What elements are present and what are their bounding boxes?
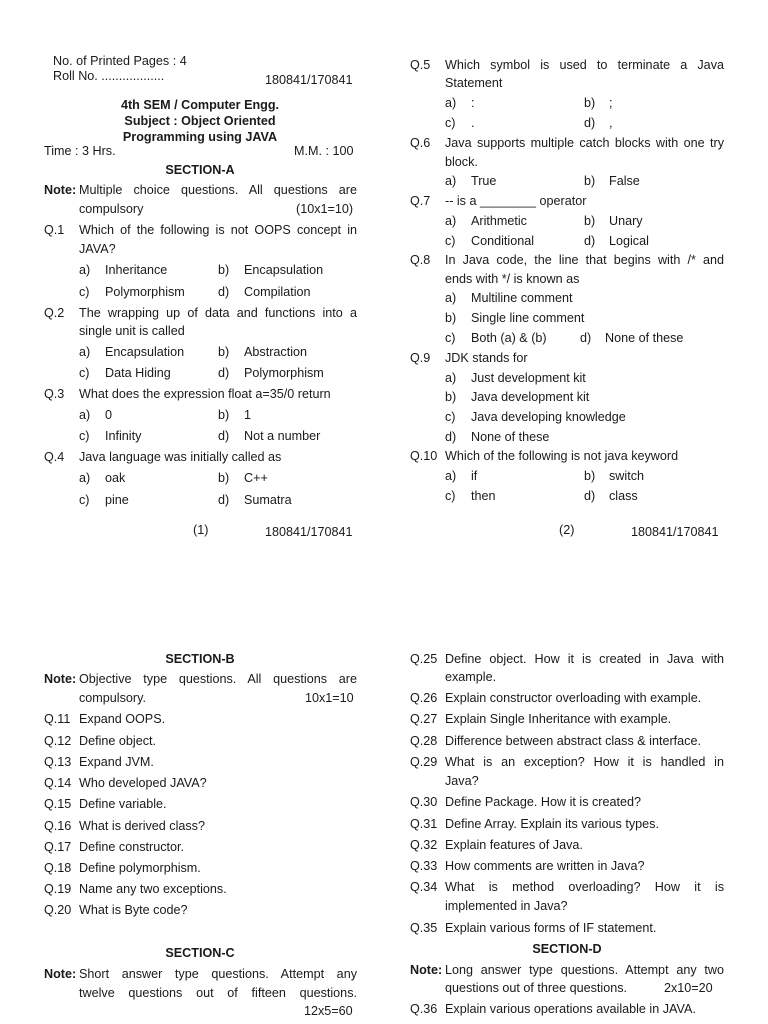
footer-code: 180841/170841: [631, 525, 719, 539]
q4-option-a-letter: a): [79, 471, 91, 485]
q30-text: Define Package. How it is created?: [445, 795, 642, 809]
q4-option-c-letter: c): [79, 493, 90, 507]
q27-number: Q.27: [410, 712, 438, 726]
q8-text-2: ends with */ is known as: [445, 272, 580, 286]
section-d-title: SECTION-D: [532, 942, 602, 956]
q36-number: Q.36: [410, 1002, 438, 1016]
q3-option-a-letter: a): [79, 408, 91, 422]
q33-text: How comments are written in Java?: [445, 859, 645, 873]
q13-number: Q.13: [44, 755, 72, 769]
section-c-title: SECTION-C: [165, 946, 235, 960]
q5-option-b: ;: [609, 96, 613, 110]
q27-text: Explain Single Inheritance with example.: [445, 712, 672, 726]
roll-no: Roll No. ..................: [53, 69, 165, 83]
q12-number: Q.12: [44, 734, 72, 748]
q1-number: Q.1: [44, 223, 65, 237]
q4-option-d: Sumatra: [244, 493, 292, 507]
note-c-marks: 12x5=60: [304, 1004, 353, 1018]
q10-option-b-letter: b): [584, 469, 596, 483]
q2-text-2: single unit is called: [79, 324, 185, 338]
max-marks: M.M. : 100: [294, 144, 354, 158]
q36-text: Explain various operations available in JAVA.: [445, 1002, 696, 1016]
q10-option-a: if: [471, 469, 478, 483]
q25-text: Define object. How it is created in Java with: [445, 652, 724, 666]
q15-number: Q.15: [44, 797, 72, 811]
q7-number: Q.7: [410, 194, 431, 208]
q9-option-c: Java developing knowledge: [471, 410, 626, 424]
q25-text-2: example.: [445, 670, 497, 684]
q9-text: JDK stands for: [445, 351, 528, 365]
q6-option-a-letter: a): [445, 174, 457, 188]
q2-text: The wrapping up of data and functions into a: [79, 306, 357, 320]
q1-text-2: JAVA?: [79, 242, 116, 256]
q7-option-d: Logical: [609, 234, 649, 248]
q10-number: Q.10: [410, 449, 438, 463]
q6-option-b-letter: b): [584, 174, 596, 188]
q26-number: Q.26: [410, 691, 438, 705]
q6-option-b: False: [609, 174, 640, 188]
q15-text: Define variable.: [79, 797, 167, 811]
note-c-text: Short answer type questions. Attempt any: [79, 967, 357, 981]
q8-number: Q.8: [410, 253, 431, 267]
section-b-title: SECTION-B: [165, 652, 235, 666]
note-c-text-2: twelve questions out of fifteen questions.: [79, 986, 357, 1000]
q4-text: Java language was initially called as: [79, 450, 282, 464]
q25-number: Q.25: [410, 652, 438, 666]
q20-text: What is Byte code?: [79, 903, 188, 917]
note-b-marks: 10x1=10: [305, 691, 354, 705]
q7-option-c-letter: c): [445, 234, 456, 248]
q1-option-a-letter: a): [79, 263, 91, 277]
q7-option-a-letter: a): [445, 214, 457, 228]
q9-option-c-letter: c): [445, 410, 456, 424]
q6-text-2: block.: [445, 155, 478, 169]
q8-option-d-letter: d): [580, 331, 592, 345]
q4-option-c: pine: [105, 493, 129, 507]
q2-number: Q.2: [44, 306, 65, 320]
q5-number: Q.5: [410, 58, 431, 72]
q32-text: Explain features of Java.: [445, 838, 583, 852]
q5-option-b-letter: b): [584, 96, 596, 110]
time-allowed: Time : 3 Hrs.: [44, 144, 116, 158]
note-label: Note:: [44, 183, 77, 197]
q3-option-b: 1: [244, 408, 252, 422]
q4-option-b-letter: b): [218, 471, 230, 485]
q2-option-d-letter: d): [218, 366, 230, 380]
note-d-label: Note:: [410, 963, 443, 977]
subject-heading: Subject : Object Oriented: [124, 114, 276, 128]
q10-option-b: switch: [609, 469, 644, 483]
q34-number: Q.34: [410, 880, 438, 894]
q7-option-a: Arithmetic: [471, 214, 527, 228]
subject-heading-2: Programming using JAVA: [122, 130, 278, 144]
q10-option-c-letter: c): [445, 489, 456, 503]
q35-text: Explain various forms of IF statement.: [445, 921, 657, 935]
q8-option-a: Multiline comment: [471, 291, 573, 305]
q5-option-d: ,: [609, 116, 613, 130]
q31-number: Q.31: [410, 817, 438, 831]
note-d-text-2: questions out of three questions.: [445, 981, 628, 995]
note-b-text-2: compulsory.: [79, 691, 146, 705]
q5-option-d-letter: d): [584, 116, 596, 130]
q11-text: Expand OOPS.: [79, 712, 166, 726]
q8-option-b-letter: b): [445, 311, 457, 325]
q26-text: Explain constructor overloading with example.: [445, 691, 702, 705]
q2-option-a-letter: a): [79, 345, 91, 359]
q3-option-d: Not a number: [244, 429, 321, 443]
q4-option-b: C++: [244, 471, 268, 485]
q9-option-b: Java development kit: [471, 390, 590, 404]
q3-option-a: 0: [105, 408, 113, 422]
q7-option-d-letter: d): [584, 234, 596, 248]
q8-option-b: Single line comment: [471, 311, 585, 325]
q9-option-a-letter: a): [445, 371, 457, 385]
q7-option-b: Unary: [609, 214, 643, 228]
q1-option-b: Encapsulation: [244, 263, 324, 277]
q7-option-c: Conditional: [471, 234, 535, 248]
q9-option-d: None of these: [471, 430, 550, 444]
q28-text: Difference between abstract class & interface.: [445, 734, 701, 748]
q34-text: What is method overloading? How it is: [445, 880, 724, 894]
page-number: (2): [559, 523, 575, 537]
q9-option-b-letter: b): [445, 390, 457, 404]
q1-text: Which of the following is not OOPS concept in: [79, 223, 357, 237]
q6-number: Q.6: [410, 136, 431, 150]
q19-number: Q.19: [44, 882, 72, 896]
q10-option-c: then: [471, 489, 496, 503]
paper-code: 180841/170841: [265, 73, 353, 87]
q28-number: Q.28: [410, 734, 438, 748]
q11-number: Q.11: [44, 712, 71, 726]
q8-text: In Java code, the line that begins with /* and: [445, 253, 724, 267]
q9-option-a: Just development kit: [471, 371, 586, 385]
q1-option-d: Compilation: [244, 285, 311, 299]
q2-option-b: Abstraction: [244, 345, 307, 359]
q8-option-c-letter: c): [445, 331, 456, 345]
q1-option-a: Inheritance: [105, 263, 168, 277]
note-d-text: Long answer type questions. Attempt any two: [445, 963, 724, 977]
q29-number: Q.29: [410, 755, 438, 769]
q8-option-d: None of these: [605, 331, 684, 345]
q2-option-b-letter: b): [218, 345, 230, 359]
q3-option-c: Infinity: [105, 429, 142, 443]
q9-option-d-letter: d): [445, 430, 457, 444]
printed-pages: No. of Printed Pages : 4: [53, 54, 187, 68]
q34-text-2: implemented in Java?: [445, 899, 568, 913]
note-c-label: Note:: [44, 967, 77, 981]
q4-number: Q.4: [44, 450, 65, 464]
q12-text: Define object.: [79, 734, 157, 748]
note-text: Multiple choice questions. All questions are: [79, 183, 357, 197]
q5-text-2: Statement: [445, 76, 503, 90]
q10-option-a-letter: a): [445, 469, 457, 483]
q7-text: -- is a ________ operator: [445, 194, 587, 208]
q9-number: Q.9: [410, 351, 431, 365]
q31-text: Define Array. Explain its various types.: [445, 817, 659, 831]
q1-option-b-letter: b): [218, 263, 230, 277]
q10-text: Which of the following is not java keyword: [445, 449, 679, 463]
q5-text: Which symbol is used to terminate a Java: [445, 58, 724, 72]
note-text-2: compulsory: [79, 202, 144, 216]
q3-option-b-letter: b): [218, 408, 230, 422]
q8-option-a-letter: a): [445, 291, 457, 305]
q35-number: Q.35: [410, 921, 438, 935]
page-number: (1): [193, 523, 209, 537]
q8-option-c: Both (a) & (b): [471, 331, 547, 345]
q5-option-c: .: [471, 116, 475, 130]
q2-option-d: Polymorphism: [244, 366, 324, 380]
q32-number: Q.32: [410, 838, 438, 852]
q29-text-2: Java?: [445, 774, 479, 788]
q6-text: Java supports multiple catch blocks with one try: [445, 136, 724, 150]
q16-text: What is derived class?: [79, 819, 205, 833]
q17-text: Define constructor.: [79, 840, 184, 854]
q4-option-d-letter: d): [218, 493, 230, 507]
q1-option-c: Polymorphism: [105, 285, 185, 299]
q18-number: Q.18: [44, 861, 72, 875]
q3-option-c-letter: c): [79, 429, 90, 443]
semester-heading: 4th SEM / Computer Engg.: [120, 98, 280, 112]
q14-text: Who developed JAVA?: [79, 776, 207, 790]
q20-number: Q.20: [44, 903, 72, 917]
q14-number: Q.14: [44, 776, 72, 790]
q10-option-d: class: [609, 489, 638, 503]
q18-text: Define polymorphism.: [79, 861, 201, 875]
q29-text: What is an exception? How it is handled in: [445, 755, 724, 769]
q17-number: Q.17: [44, 840, 72, 854]
q5-option-a: :: [471, 96, 475, 110]
q2-option-c: Data Hiding: [105, 366, 171, 380]
q19-text: Name any two exceptions.: [79, 882, 227, 896]
q1-option-d-letter: d): [218, 285, 230, 299]
q33-number: Q.33: [410, 859, 438, 873]
note-d-marks: 2x10=20: [664, 981, 713, 995]
q2-option-a: Encapsulation: [105, 345, 185, 359]
note-marks: (10x1=10): [296, 202, 354, 216]
q13-text: Expand JVM.: [79, 755, 154, 769]
note-b-text: Objective type questions. All questions are: [79, 672, 357, 686]
q3-text: What does the expression float a=35/0 return: [79, 387, 331, 401]
q7-option-b-letter: b): [584, 214, 596, 228]
q5-option-c-letter: c): [445, 116, 456, 130]
note-b-label: Note:: [44, 672, 77, 686]
q10-option-d-letter: d): [584, 489, 596, 503]
q1-option-c-letter: c): [79, 285, 90, 299]
q16-number: Q.16: [44, 819, 72, 833]
q2-option-c-letter: c): [79, 366, 90, 380]
section-a-title: SECTION-A: [165, 163, 235, 177]
q3-number: Q.3: [44, 387, 65, 401]
footer-code: 180841/170841: [265, 525, 353, 539]
q4-option-a: oak: [105, 471, 126, 485]
q5-option-a-letter: a): [445, 96, 457, 110]
q6-option-a: True: [471, 174, 497, 188]
q3-option-d-letter: d): [218, 429, 230, 443]
q30-number: Q.30: [410, 795, 438, 809]
